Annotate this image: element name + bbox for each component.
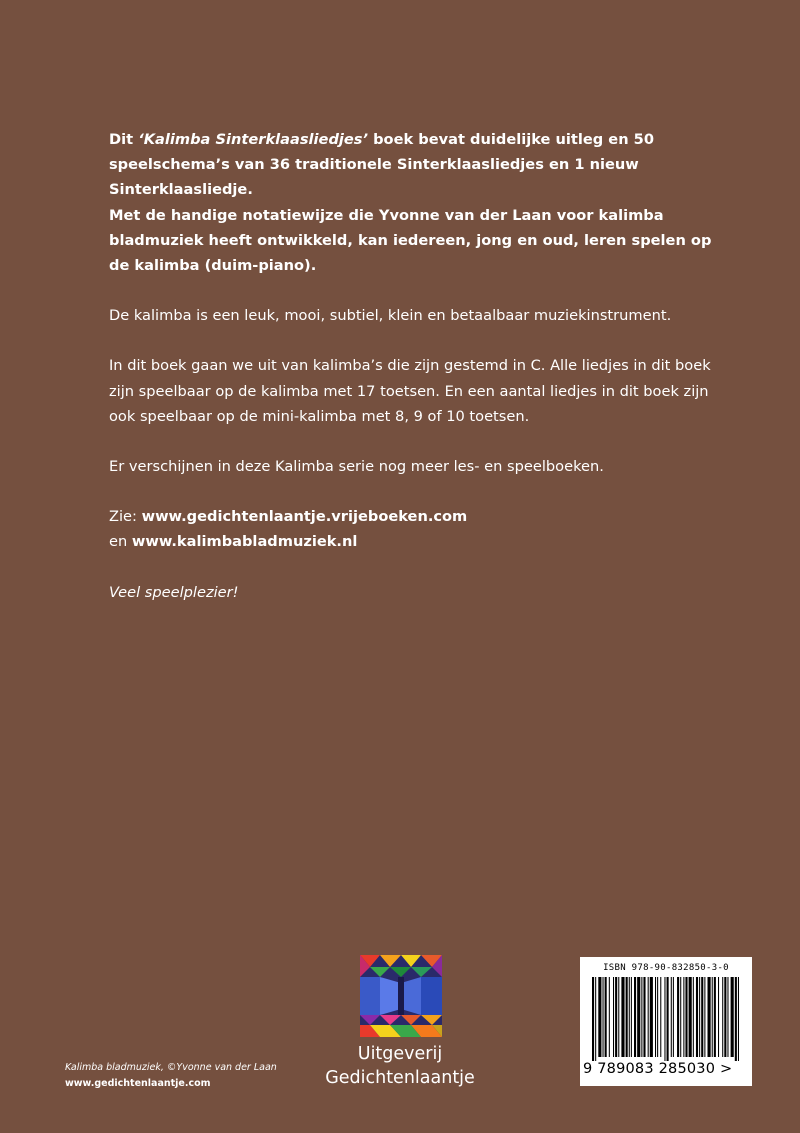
paragraph-kalimba: De kalimba is een leuk, mooi, subtiel, klein en betaalbaar muziekinstrument. [109, 307, 672, 325]
link-kalimbabladmuziek[interactable]: www.kalimbabladmuziek.nl [131, 533, 358, 551]
barcode-bar [664, 977, 665, 1061]
publisher-line1: Uitgeverij [357, 1044, 443, 1064]
barcode [580, 957, 752, 1086]
barcode-bar [634, 977, 636, 1057]
barcode-bar [693, 977, 694, 1057]
barcode-bar [660, 977, 661, 1057]
barcode-bar [648, 977, 649, 1057]
barcode-bar [667, 977, 669, 1061]
barcode-bar [629, 977, 630, 1057]
barcode-bar [701, 977, 703, 1057]
paragraph-series: Er verschijnen in deze Kalimba serie nog meer les- en speelboeken. [109, 458, 604, 476]
barcode-bars-icon [588, 977, 744, 1061]
barcode-bar [609, 977, 610, 1057]
barcode-bar [724, 977, 726, 1057]
barcode-bar [689, 977, 692, 1057]
barcode-bar [727, 977, 728, 1057]
barcode-bar [722, 977, 723, 1057]
barcode-bar [613, 977, 614, 1057]
barcode-bar [708, 977, 711, 1057]
barcode-bar [592, 977, 594, 1061]
publisher-logo-icon [360, 955, 442, 1037]
intro-rest: boek bevat duidelijke uitleg en 50 speelschema’s van 36 traditionele Sinterklaasliedjes en 1 nieuw Sinterklaasliedje. [109, 131, 654, 199]
barcode-bar [626, 977, 628, 1057]
barcode-bar [673, 977, 674, 1057]
barcode-bar [655, 977, 656, 1057]
credit-line1: Kalimba bladmuziek, ©Yvonne van der Laan [65, 1062, 277, 1073]
copyright-credit [65, 1060, 277, 1092]
barcode-bar [618, 977, 619, 1057]
barcode-bar [714, 977, 716, 1057]
links-paragraph [109, 504, 723, 554]
barcode-bar [595, 977, 596, 1061]
barcode-bar [615, 977, 617, 1057]
barcode-bar [643, 977, 645, 1057]
barcode-bar [637, 977, 640, 1057]
barcode-bar [685, 977, 687, 1057]
link-prefix-2: en [109, 533, 132, 551]
barcode-bar [712, 977, 713, 1057]
back-cover-text [109, 127, 723, 630]
barcode-bar [671, 977, 672, 1057]
barcode-bar [677, 977, 679, 1057]
intro-lead: Dit [109, 131, 139, 148]
link-vrijeboeken[interactable]: www.gedichtenlaantje.vrijeboeken.com [141, 508, 468, 526]
barcode-bar [650, 977, 653, 1057]
barcode-bar [641, 977, 642, 1057]
barcode-bar [631, 977, 632, 1057]
barcode-bar [683, 977, 684, 1057]
paragraph-tuning: In dit boek gaan we uit van kalimba’s die zijn gestemd in C. Alle liedjes in dit boek zijn speelbaar op de kalimba met 17 toetsen. En een aantal liedjes in dit boek zijn ook speelbaar op de mini-kalimba met 8, 9 of 10 toetsen. [109, 357, 711, 425]
barcode-bar [731, 977, 734, 1057]
intro-line2: Met de handige notatiewijze die Yvonne van der Laan voor kalimba bladmuziek heeft ontwikkeld, kan iedereen, jong en oud, leren spelen op de kalimba (duim-piano). [109, 206, 712, 275]
barcode-bar [621, 977, 624, 1057]
barcode-bar [738, 977, 739, 1061]
credit-website[interactable]: www.gedichtenlaantje.com [65, 1078, 211, 1089]
intro-paragraph [109, 127, 723, 278]
barcode-bar [718, 977, 719, 1057]
barcode-bar [605, 977, 607, 1057]
closing-text: Veel speelplezier! [109, 583, 239, 601]
publisher-name [300, 1042, 500, 1090]
isbn-label: ISBN 978-90-832850-3-0 [603, 963, 729, 973]
barcode-bar [598, 977, 601, 1057]
book-title: ‘Kalimba Sinterklaasliedjes’ [138, 131, 369, 148]
barcode-bar [699, 977, 700, 1057]
barcode-bar [603, 977, 604, 1057]
barcode-bar [680, 977, 681, 1057]
publisher-line2: Gedichtenlaantje [325, 1068, 475, 1088]
link-prefix-1: Zie: [109, 508, 142, 526]
barcode-bar [704, 977, 705, 1057]
barcode-bar [657, 977, 658, 1057]
barcode-bar [735, 977, 737, 1061]
barcode-digits: 9 789083 285030 > [583, 1061, 733, 1077]
barcode-bar [696, 977, 698, 1057]
